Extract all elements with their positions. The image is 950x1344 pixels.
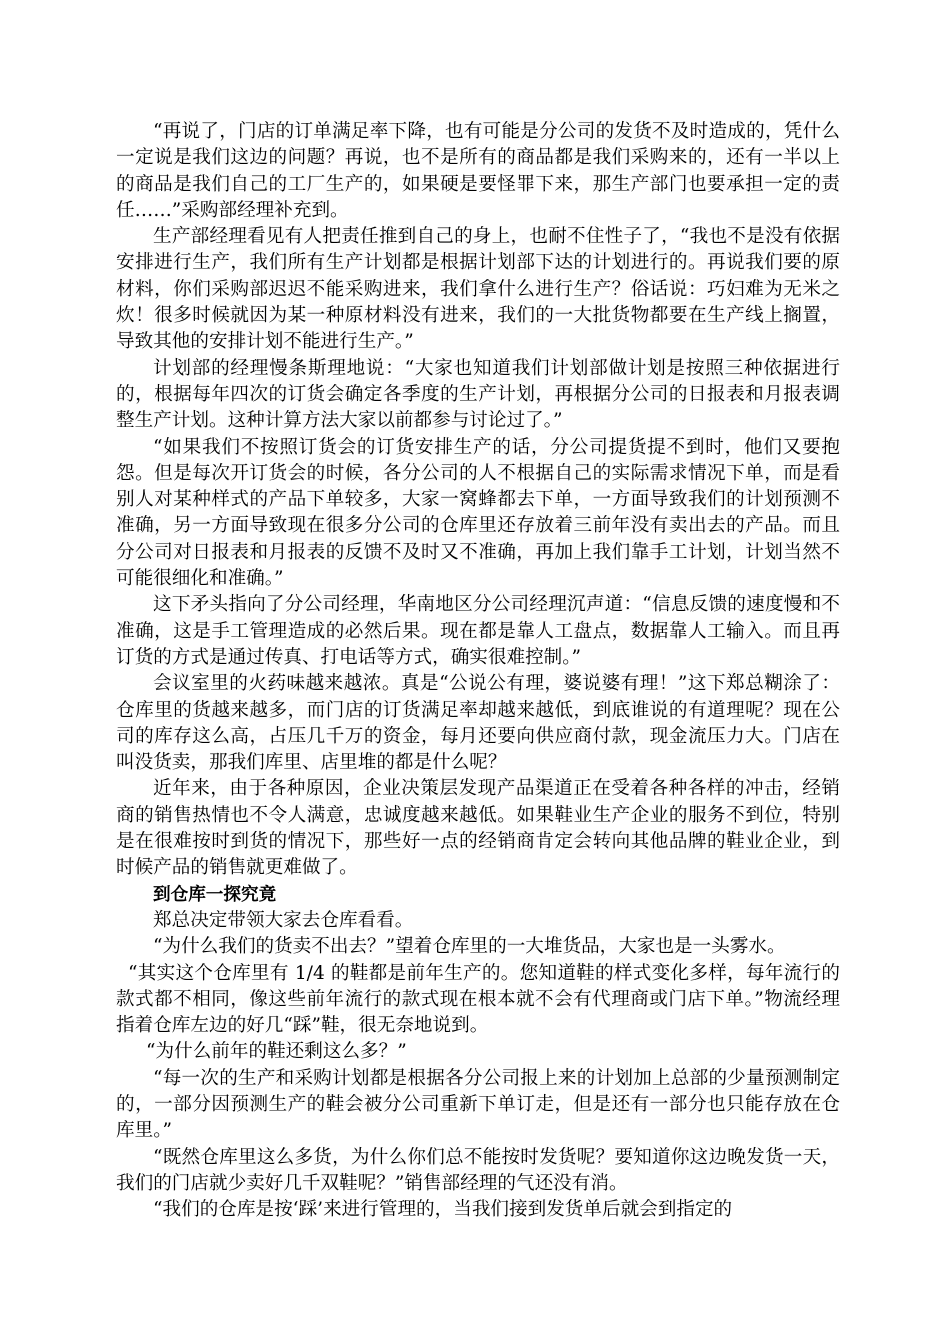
- paragraph: “为什么前年的鞋还剩这么多？”: [146, 1041, 407, 1063]
- paragraph: “为什么我们的货卖不出去？”望着仓库里的一大堆货品，大家也是一头雾水。: [153, 936, 786, 958]
- document-page: [116, 119, 840, 1223]
- paragraph: 会议室里的火药味越来越浓。真是“公说公有理，婆说婆有理！”这下郑总糊涂了：仓库里的货越来越多，而门店的订货满足率却越来越低，到底谁说的有道理呢？现在公司的库存这么高，占压几千万的资金，每月还要向供应商付款，现金流压力大。门店在叫没货卖，那我们库里、店里堆的都是什么呢？: [116, 673, 840, 774]
- paragraph: 生产部经理看见有人把责任推到自己的身上，也耐不住性子了，“我也不是没有依据安排进行生产，我们所有生产计划都是根据计划部下达的计划进行的。再说我们要的原材料，你们采购部迟迟不能采购进来，我们拿什么进行生产？俗话说：巧妇难为无米之炊！很多时候就因为某一种原材料没有进来，我们的一大批货物都要在生产线上搁置，导致其他的安排计划不能进行生产。”: [116, 226, 840, 353]
- paragraph: “每一次的生产和采购计划都是根据各分公司报上来的计划加上总部的少量预测制定的，一部分因预测生产的鞋会被分公司重新下单订走，但是还有一部分也只能存放在仓库里。”: [116, 1067, 840, 1142]
- paragraph: 郑总决定带领大家去仓库看看。: [153, 909, 414, 931]
- paragraph: “既然仓库里这么多货，为什么你们总不能按时发货呢？要知道你这边晚发货一天，我们的门店就少卖好几千双鞋呢？”销售部经理的气还没有消。: [116, 1146, 840, 1194]
- paragraph: “如果我们不按照订货会的订货安排生产的话，分公司提货提不到时，他们又要抱怨。但是每次开订货会的时候，各分公司的人不根据自己的实际需求情况下单，而是看别人对某种样式的产品下单较多，大家一窝蜂都去下单，一方面导致我们的计划预测不准确，另一方面导致现在很多分公司的仓库里还存放着三前年没有卖出去的产品。而且分公司对日报表和月报表的反馈不及时又不准确，再加上我们靠手工计划，计划当然不可能很细化和准确。”: [116, 436, 840, 590]
- paragraph: “我们的仓库是按‘踩’来进行管理的，当我们接到发货单后就会到指定的: [153, 1199, 733, 1221]
- paragraph: “其实这个仓库里有 1/4 的鞋都是前年生产的。您知道鞋的样式变化多样，每年流行的款式都不相同，像这些前年流行的款式现在根本就不会有代理商或门店下单。”物流经理指着仓库左边的好几“踩”鞋，很无奈地说到。: [116, 962, 840, 1037]
- paragraph: 这下矛头指向了分公司经理，华南地区分公司经理沉声道：“信息反馈的速度慢和不准确，这是手工管理造成的必然后果。现在都是靠人工盘点，数据靠人工输入。而且再订货的方式是通过传真、打电话等方式，确实很难控制。”: [116, 594, 840, 668]
- paragraph: “再说了，门店的订单满足率下降，也有可能是分公司的发货不及时造成的，凭什么一定说是我们这边的问题？再说，也不是所有的商品都是我们采购来的，还有一半以上的商品是我们自己的工厂生产的，如果硬是要怪罪下来，那生产部门也要承担一定的责任……”采购部经理补充到。: [116, 121, 840, 221]
- section-heading: 到仓库一探究竟: [153, 884, 277, 905]
- paragraph: 计划部的经理慢条斯理地说：“大家也知道我们计划部做计划是按照三种依据进行的，根据每年四次的订货会确定各季度的生产计划，再根据分公司的日报表和月报表调整生产计划。这种计算方法大家以前都参与讨论过了。”: [116, 357, 840, 432]
- paragraph: 近年来，由于各种原因，企业决策层发现产品渠道正在受着各种各样的冲击，经销商的销售热情也不令人满意，忠诚度越来越低。如果鞋业生产企业的服务不到位，特别是在很难按时到货的情况下，那些好一点的经销商肯定会转向其他品牌的鞋业企业，到时候产品的销售就更难做了。: [116, 778, 840, 879]
